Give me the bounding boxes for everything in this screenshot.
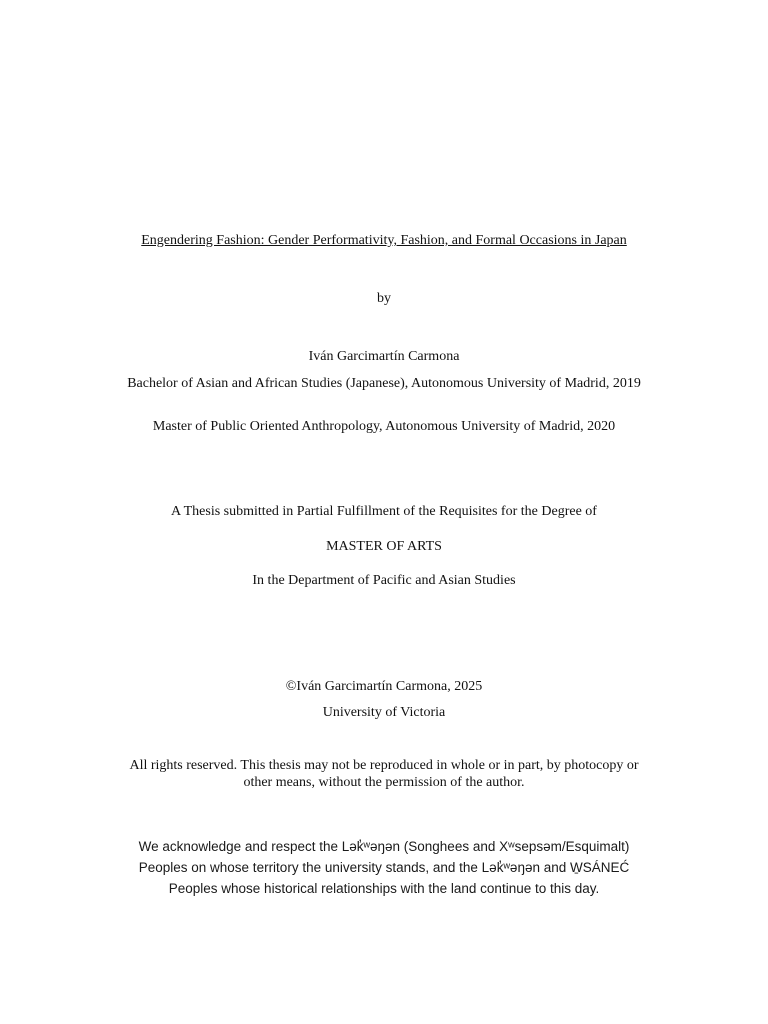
department: In the Department of Pacific and Asian Studies	[252, 573, 516, 588]
by-line: by	[377, 291, 391, 306]
institution-name: University of Victoria	[322, 705, 446, 720]
land-acknowledgement-line-1: We acknowledge and respect the Lək̓ʷəŋən (Songhees and Xʷsepsəm/Esquimalt)	[138, 839, 630, 854]
land-acknowledgement-line-2: Peoples on whose territory the university stands, and the Lək̓ʷəŋən and W̱SÁNEĆ	[138, 860, 630, 875]
submission-statement: A Thesis submitted in Partial Fulfillment of the Requisites for the Degree of	[171, 504, 597, 519]
copyright-holder: ©Iván Garcimartín Carmona, 2025	[285, 679, 483, 694]
land-acknowledgement-line-3: Peoples whose historical relationships with the land continue to this day.	[168, 881, 600, 896]
author-name: Iván Garcimartín Carmona	[308, 349, 460, 364]
degree-master: Master of Public Oriented Anthropology, Autonomous University of Madrid, 2020	[152, 419, 616, 434]
degree-name: MASTER OF ARTS	[326, 539, 442, 554]
degree-bachelor: Bachelor of Asian and African Studies (Japanese), Autonomous University of Madrid, 2019	[127, 376, 641, 391]
rights-notice: All rights reserved. This thesis may not be reproduced in whole or in part, by photocopy or other means, without the permission of the author.	[129, 758, 639, 790]
thesis-title: Engendering Fashion: Gender Performativity, Fashion, and Formal Occasions in Japan	[141, 233, 627, 248]
